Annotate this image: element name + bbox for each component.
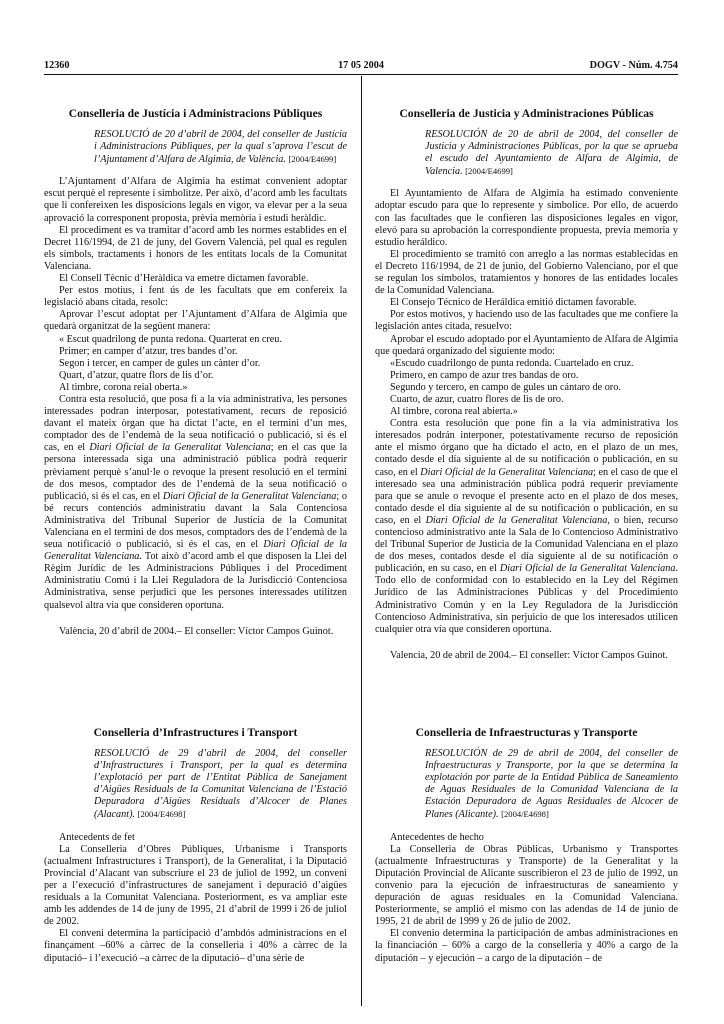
header-rule	[44, 74, 678, 75]
paragraph: Per estos motius, i fent ús de les facultats que em confereix la legislació abans citada, resolc:	[44, 285, 347, 309]
paragraph: Aprovar l’escut adoptat per l’Ajuntament d’Alfara de Algimia que quedarà organitzat de la següent manera:	[44, 309, 347, 333]
recourse-text: . Tot això d’acord amb el que disposen la Llei del Règim Jurídic de les Administracions Públiques i del Procediment Administratiu Comú i la Llei Reguladora de la Jurisdicció Contenciosa Administrativa, sense perjudici que les persones interessades utilitzen qualsevol altra via que consideren oportuna.	[44, 551, 347, 611]
journal-name: Diari Oficial de la Generalitat Valenciana	[89, 442, 271, 454]
abstract-text: RESOLUCIÓN de 20 de abril de 2004, del conseller de Justicia y Administraciones Públicas, por la que se aprueba el escudo del Ayuntamiento de Alfara de Algimia, de Valencia.	[425, 129, 678, 178]
journal-name: Diari Oficial de la Generalitat Valenciana	[499, 563, 676, 575]
recourse-text: Contra esta resolución que pone fin a la vía administrativa los interesados podrán interponer, potestativamente recurso de reposición ante el mismo órgano que ha dictado el acto, en el plazo de un mes, contado desde el día siguiente al de su notificación o publicación, en su caso, en el	[375, 418, 678, 478]
resolution-body	[375, 188, 678, 662]
journal-name: Diari Oficial de la Generalitat Valenciana	[420, 466, 594, 478]
resolution-abstract	[94, 129, 347, 166]
resolution-abstract	[425, 748, 678, 822]
paragraph: El convenio determina la participación de ambas administraciones en la financiación – 60% a cargo de la conselleria y 40% a cargo de la diputación – y ejecución – a cargo de la diputación – de	[375, 928, 678, 964]
paragraph: El procediment es va tramitar d’acord amb les normes establides en el Decret 116/1994, de 21 de juny, del Govern Valencià, pel qual es regulen els símbols, tractaments i honors de les entitats locals de la Comunitat Valenciana.	[44, 224, 347, 272]
resolution-body	[44, 832, 347, 965]
blazon-line: Quart, d’atzur, quatre flors de lis d’or.	[59, 369, 214, 381]
recourse-paragraph	[44, 394, 347, 612]
paragraph: El Ayuntamiento de Alfara de Algimia ha estimado conveniente adoptar escudo para que lo represente y simbolice. Por ello, de acuerdo con las facultades que le confieren las disposiciones legales en vigor, elevó para su aprobación la correspondiente propuesta, previa memoria y estudio heráldico.	[375, 188, 678, 248]
journal-name: Diari Oficial de la Generalitat Valenciana	[162, 490, 337, 502]
blazon-line: «Escudo cuadrilongo de punta redonda. Cuartelado en cruz.	[390, 357, 634, 369]
column-divider	[361, 76, 362, 1006]
blazon-line: « Escut quadrilong de punta redona. Quarterat en creu.	[59, 333, 282, 345]
section-title: Conselleria de Justicia y Administraciones Públicas	[399, 107, 654, 120]
blazon-line: Cuarto, de azur, cuatro flores de lis de oro.	[390, 393, 564, 405]
recourse-text: ; en el cas que la persona interessada siga una administració pública podrà requerir prèviament perquè s’anul·le o revoque la present resolució en el termini de dos mesos, comptador des de l’endemà de la seua notificació o publicació, si és el cas, en el	[44, 442, 347, 502]
paragraph: El procedimiento se tramitó con arreglo a las normas establecidas en el Decreto 116/1994, de 21 de junio, del Gobierno Valenciano, por el que se regulan los símbolos, tratamientos y honores de las entidades locales de la Comunidad Valenciana.	[375, 248, 678, 297]
signature: València, 20 d’abril de 2004.– El conseller: Víctor Campos Guinot.	[59, 625, 334, 637]
reference-code: [2004/E4698]	[501, 809, 549, 820]
resolution-body	[44, 176, 347, 637]
issue-date: 17 05 2004	[338, 60, 384, 71]
subheading: Antecedentes de hecho	[390, 831, 484, 843]
paragraph: Por estos motivos, y haciendo uso de las facultades que me confiere la legislación antes citada, resuelvo:	[375, 309, 678, 333]
subheading: Antecedents de fet	[59, 831, 135, 843]
paragraph: El Consejo Técnico de Heráldica emitió dictamen favorable.	[390, 297, 637, 309]
section-justicia-spanish	[375, 107, 678, 662]
section-infrastructures-spanish	[375, 726, 678, 965]
page-number: 12360	[44, 60, 70, 71]
journal-name: Diari Oficial de la Generalitat Valenciana	[425, 514, 608, 526]
recourse-paragraph	[375, 418, 678, 636]
reference-code: [2004/E4699]	[465, 166, 513, 177]
page-header	[44, 60, 678, 74]
blazon-line: Segon i tercer, en camper de gules un cànter d’or.	[59, 357, 261, 369]
paragraph: Aprobar el escudo adoptado por el Ayuntamiento de Alfara de Algimia que quedará organizado del siguiente modo:	[375, 333, 678, 357]
abstract-text: RESOLUCIÓN de 29 de abril de 2004, del conseller de Infraestructuras y Transporte, por la que se determina la explotación por parte de la Entidad Pública de Saneamiento de Aguas Residuales de la Comunidad Valenciana de la Estación Depuradora de Aguas Residuales de Alcocer de Planes (Alicante).	[425, 748, 678, 821]
resolution-abstract	[94, 748, 347, 822]
recourse-text: ; en el caso de que el interesado sea una administración pública podrá requerir previamente para que se anule o revoque el presente acto en el plazo de dos meses, contado desde el día siguiente al de su notificación o publicación, en su caso, en el	[375, 466, 679, 526]
paragraph: L’Ajuntament d’Alfara de Algimia ha estimat convenient adoptar escut perquè el represente i simbolitze. Per això, d’acord amb les facultats que li confereixen les disposicions legals en vigor, va elevar per a la seua aprovació la corresponent proposta, prèvia memòria i estudi heràldic.	[44, 176, 347, 224]
reference-code: [2004/E4699]	[288, 154, 337, 165]
recourse-text: . Todo ello de conformidad con lo establecido en la Ley del Régimen Jurídico de las Administraciones Públicas y del Procedimiento Administrativo Común y en la Ley Reguladora de la Jurisdicción Contencioso Administrativa, sin perjuicio de que los interesados utilicen cualquier otra vía que consideren oportuna.	[375, 563, 678, 635]
blazon-line: Segundo y tercero, en campo de gules un cántaro de oro.	[390, 381, 621, 393]
section-title: Conselleria d’Infrastructures i Transport	[93, 726, 298, 739]
section-justicia-valencian	[44, 107, 347, 638]
resolution-abstract	[425, 129, 678, 178]
signature: Valencia, 20 de abril de 2004.– El conseller: Víctor Campos Guinot.	[390, 649, 668, 661]
paragraph: El Consell Tècnic d’Heràldica va emetre dictamen favorable.	[59, 273, 309, 285]
journal-issue: DOGV - Núm. 4.754	[589, 60, 678, 71]
blazon-line: Primer; en camper d’atzur, tres bandes d’or.	[59, 345, 238, 357]
recourse-text: ; o bé recurs contenciós administratiu davant la Sala Contenciosa Administrativa del Tribunal Superior de Justícia de la Comunitat Valenciana en el termini de dos mesos, comptadors des de l’endemà de la seua notificació o publicació, si és el cas, en el	[44, 490, 347, 551]
recourse-text: , o bien, recurso contencioso administrativo ante la Sala de lo Contencioso Administrativo del Tribunal Superior de Justicia de la Comunidad Valenciana en el plazo de dos meses, contados desde el día siguiente al de su notificación o publicación, en su caso, en el	[375, 514, 678, 575]
section-title: Conselleria de Justícia i Administracions Públiques	[68, 107, 323, 120]
recourse-text: Contra esta resolució, que posa fi a la via administrativa, les persones interessades podran interposar, potestativament, recurs de reposició davant el mateix òrgan que ha dictat l’acte, en el termini d’un mes, comptador des de l’endemà de la seua notificació o publicació, si és el cas, en el	[44, 393, 347, 454]
paragraph: El conveni determina la participació d’ambdós administracions en el finançament –60% a càrrec de la conselleria i 40% a càrrec de la diputació– i l’execució –a càrrec de la diputació– d’una sèrie de	[44, 928, 347, 964]
blazon-line: Primero, en campo de azur tres bandas de oro.	[390, 369, 579, 381]
blazon-line: Al timbre, corona reial oberta.»	[59, 381, 188, 393]
resolution-body	[375, 832, 678, 965]
paragraph: La Conselleria de Obras Públicas, Urbanismo y Transportes (actualmente Infraestructuras y Transporte) de la Generalitat y la Diputación Provincial de Alicante suscribieron el 23 de julio de 1992, un convenio para la ejecución de infraestructuras de saneamiento y depuración de aguas residuales en la Comunidad Valenciana. Posteriormente, se amplió el mismo con las adendas de 14 de junio de 1995, 21 de abril de 1999 y 26 de julio de 2002.	[375, 843, 678, 928]
journal-name: Diari Oficial de la Generalitat Valenciana	[44, 539, 347, 563]
abstract-text: RESOLUCIÓ de 29 d’abril de 2004, del conseller d’Infrastructures i Transport, per la qual es determina l’explotació per part de l’Entitat Pública de Sanejament d’Aigües Residuals de la Comunitat Valenciana de l’Estació Depuradora d’Aigües Residuals d’Alcocer de Planes (Alacant).	[94, 748, 347, 821]
paragraph: La Conselleria d’Obres Públiques, Urbanisme i Transports (actualment Infrastructures i Transport), de la Generalitat, i la Diputació Provincial d’Alacant van subscriure el 23 de juliol de 1992, un conveni per a l’execució d’infrastructures de sanejament i depuració d’aigües residuals a la Comunitat Valenciana. Posteriorment, es va ampliar este amb les addendes de 14 de juny de 1995, 21 d’abril de 1999 i 26 de juliol de 2002.	[44, 843, 347, 928]
section-title: Conselleria de Infraestructuras y Transporte	[415, 726, 638, 739]
section-infrastructures-valencian	[44, 726, 347, 965]
reference-code: [2004/E4698]	[137, 809, 186, 820]
blazon-line: Al timbre, corona real abierta.»	[390, 406, 518, 418]
abstract-text: RESOLUCIÓ de 20 d’abril de 2004, del conseller de Justícia i Administracions Públiques, per la qual s’aprova l’escut de l’Ajuntament d’Alfara de Algimia, de València.	[94, 129, 347, 166]
